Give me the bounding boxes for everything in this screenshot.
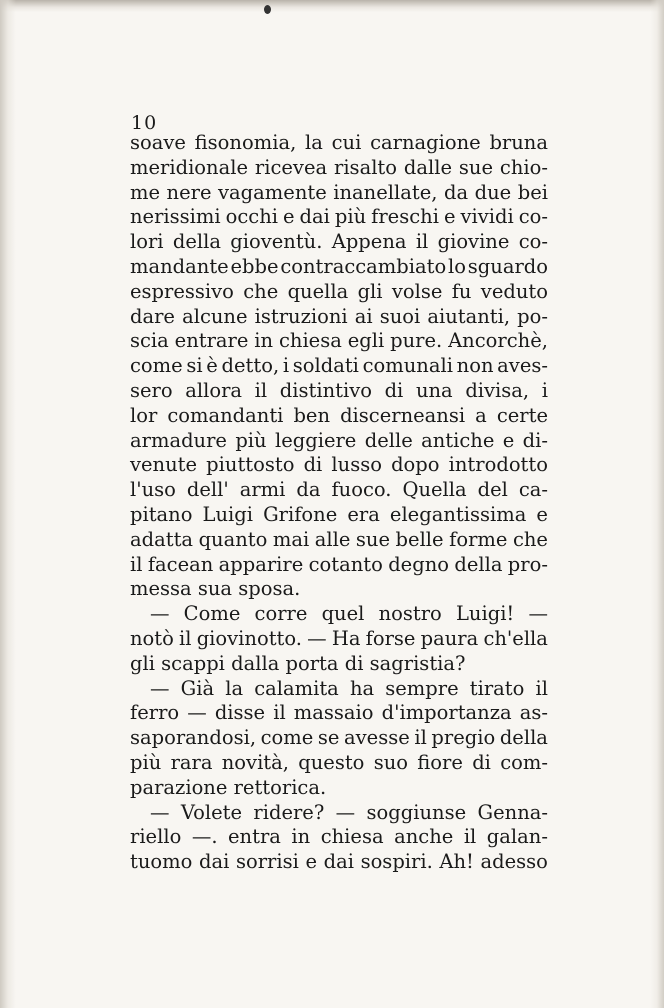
text-line: espressivo che quella gli volse fu veduto (130, 279, 548, 303)
text-line: lor comandanti ben discerneansi a certe (130, 403, 548, 427)
text-line: mandante ebbe contraccambiato lo sguardo (130, 254, 548, 278)
text-line: meridionale ricevea risalto dalle sue chio- (130, 155, 548, 179)
text-line: notò il giovinotto. — Ha forse paura ch'ella (130, 626, 548, 650)
text-line: — Volete ridere? — soggiunse Genna- (150, 800, 548, 824)
text-line: armadure più leggiere delle antiche e di- (130, 428, 548, 452)
page-left-edge (0, 0, 16, 1008)
text-line: nerissimi occhi e dai più freschi e vividi co- (130, 205, 548, 229)
text-line: riello —. entra in chiesa anche il galan- (130, 825, 548, 849)
text-line: ferro — disse il massaio d'importanza as- (130, 701, 548, 725)
page-number: 10 (131, 112, 158, 134)
text-line: dare alcune istruzioni ai suoi aiutanti, po- (130, 304, 548, 328)
text-line: — Già la calamita ha sempre tirato il (150, 676, 548, 700)
text-line: messa sua sposa. (130, 577, 301, 601)
text-line: tuomo dai sorrisi e dai sospiri. Ah! adesso (130, 850, 548, 874)
body-text (130, 131, 548, 875)
text-line: come si è detto, i soldati comunali non aves- (130, 354, 548, 378)
text-line: sero allora il distintivo di una divisa, i (130, 378, 548, 402)
ink-spot (264, 5, 271, 14)
text-line: più rara novità, questo suo fiore di com- (130, 750, 548, 774)
text-line: — Come corre quel nostro Luigi! — (150, 602, 548, 626)
text-line: l'uso dell' armi da fuoco. Quella del ca- (130, 478, 548, 502)
text-line: me nere vagamente inanellate, da due bei (130, 180, 548, 204)
text-line: pitano Luigi Grifone era elegantissima e (130, 502, 548, 526)
text-line: venute piuttosto di lusso dopo introdotto (130, 453, 548, 477)
text-line: soave fisonomia, la cui carnagione bruna (130, 131, 548, 154)
text-line: scia entrare in chiesa egli pure. Ancorchè, (130, 329, 548, 353)
text-line: il facean apparire cotanto degno della pro- (130, 552, 548, 576)
text-line: adatta quanto mai alle sue belle forme che (130, 527, 548, 551)
text-line: lori della gioventù. Appena il giovine co- (130, 230, 548, 254)
page-top-edge (0, 0, 664, 12)
text-line: gli scappi dalla porta di sagristia? (130, 651, 466, 675)
text-line: saporandosi, come se avesse il pregio della (130, 726, 548, 750)
page-right-edge (650, 0, 664, 1008)
text-line: parazione rettorica. (130, 775, 327, 799)
